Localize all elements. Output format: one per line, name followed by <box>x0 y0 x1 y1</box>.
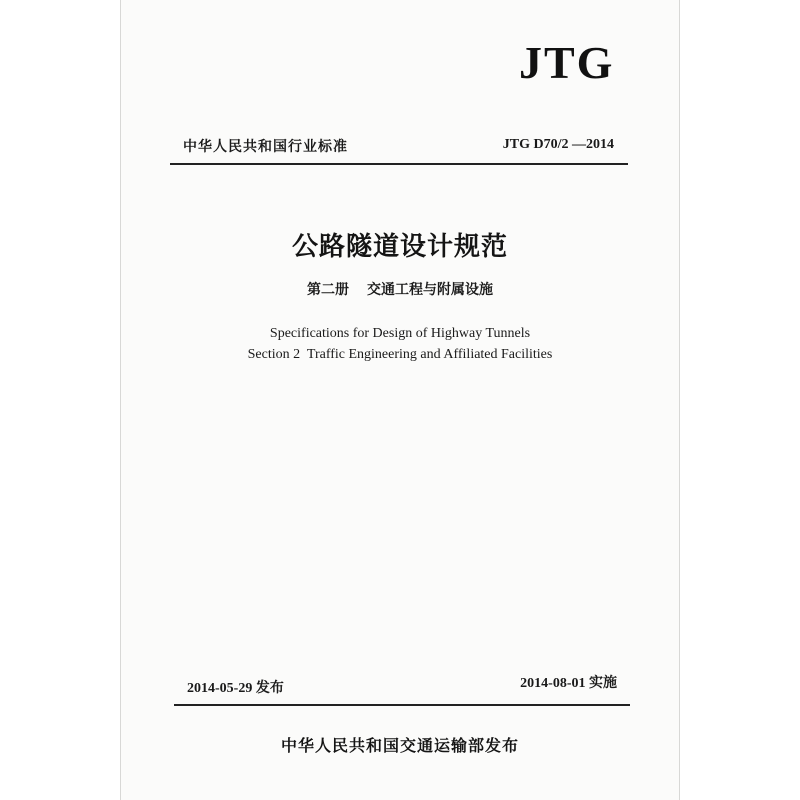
jtg-logo: JTG <box>519 37 615 88</box>
title-english-line1: Specifications for Design of Highway Tunnels <box>269 326 531 341</box>
implementation-date: 2014-08-01 实施 <box>520 676 617 691</box>
top-divider <box>170 163 628 165</box>
title-chinese: 公路隧道设计规范 <box>291 232 508 262</box>
issue-date: 2014-05-29 发布 <box>187 681 284 696</box>
title-english-line2: Section 2 Traffic Engineering and Affiliated Facilities <box>247 347 553 362</box>
standard-code: JTG D70/2 —2014 <box>502 137 614 152</box>
industry-standard-label: 中华人民共和国行业标准 <box>183 139 348 155</box>
bottom-divider <box>174 704 630 706</box>
volume-title: 交通工程与附属设施 <box>367 282 493 298</box>
publisher: 中华人民共和国交通运输部发布 <box>280 736 519 755</box>
subtitle-chinese <box>0 279 800 299</box>
volume-label: 第二册 <box>307 282 349 298</box>
